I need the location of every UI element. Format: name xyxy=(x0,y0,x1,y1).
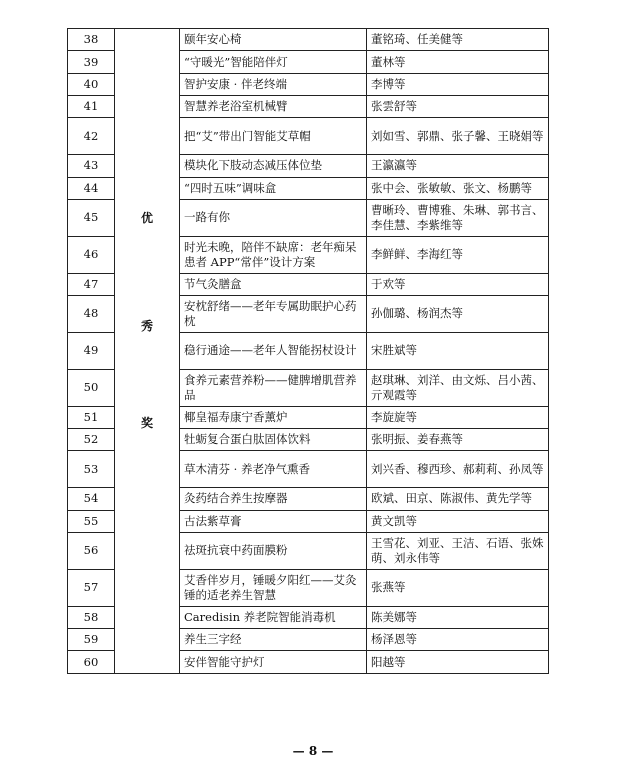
authors: 黄文凯等 xyxy=(367,510,549,532)
work-title: 古法紫草膏 xyxy=(180,510,367,532)
row-number: 38 xyxy=(68,29,115,51)
authors: 孙伽璐、杨润杰等 xyxy=(367,296,549,333)
row-number: 46 xyxy=(68,236,115,273)
work-title: 艾香伴岁月，锤暖夕阳红——艾灸锤的适老养生智慧 xyxy=(180,569,367,606)
work-title: 智慧养老浴室机械臂 xyxy=(180,96,367,118)
row-number: 41 xyxy=(68,96,115,118)
row-number: 56 xyxy=(68,532,115,569)
table-row xyxy=(68,29,549,51)
row-number: 53 xyxy=(68,451,115,488)
row-number: 59 xyxy=(68,629,115,651)
work-title: 安伴智能守护灯 xyxy=(180,651,367,674)
authors: 王雪花、刘亚、王洁、石语、张姝萌、刘永伟等 xyxy=(367,532,549,569)
work-title: 颐年安心椅 xyxy=(180,29,367,51)
authors: 赵琪琳、刘洋、由文烁、吕小茜、亓观霞等 xyxy=(367,369,549,406)
authors: 李鲜鲜、李海红等 xyxy=(367,236,549,273)
authors: 阳越等 xyxy=(367,651,549,674)
row-number: 45 xyxy=(68,199,115,236)
work-title: 祛斑抗衰中药面膜粉 xyxy=(180,532,367,569)
work-title: 时光未晚，陪伴不缺席：老年痴呆患者 APP“常伴”设计方案 xyxy=(180,236,367,273)
work-title: 稳行通途——老年人智能拐杖设计 xyxy=(180,332,367,369)
work-title: 把“艾”带出门智能艾草帽 xyxy=(180,118,367,155)
work-title: 牡蛎复合蛋白肽固体饮料 xyxy=(180,429,367,451)
authors: 张雲舒等 xyxy=(367,96,549,118)
row-number: 42 xyxy=(68,118,115,155)
authors: 李博等 xyxy=(367,73,549,95)
authors: 董林等 xyxy=(367,51,549,73)
award-category-char: 秀 xyxy=(140,319,153,333)
authors: 张中会、张敏敏、张文、杨鹏等 xyxy=(367,177,549,199)
row-number: 54 xyxy=(68,488,115,510)
work-title: 草木清芬 · 养老净气熏香 xyxy=(180,451,367,488)
authors: 张燕等 xyxy=(367,569,549,606)
row-number: 51 xyxy=(68,406,115,428)
authors: 李旋旋等 xyxy=(367,406,549,428)
row-number: 39 xyxy=(68,51,115,73)
work-title: 一路有你 xyxy=(180,199,367,236)
table-body xyxy=(68,29,549,674)
work-title: Caredisin 养老院智能消毒机 xyxy=(180,606,367,628)
work-title: 智护安康 · 伴老终端 xyxy=(180,73,367,95)
row-number: 52 xyxy=(68,429,115,451)
work-title: “四时五味”调味盒 xyxy=(180,177,367,199)
authors: 宋胜斌等 xyxy=(367,332,549,369)
row-number: 49 xyxy=(68,332,115,369)
authors: 董铭琦、任美健等 xyxy=(367,29,549,51)
row-number: 50 xyxy=(68,369,115,406)
authors: 于欢等 xyxy=(367,273,549,295)
row-number: 60 xyxy=(68,651,115,674)
awards-table xyxy=(67,28,549,674)
row-number: 43 xyxy=(68,155,115,177)
row-number: 55 xyxy=(68,510,115,532)
work-title: 食养元素营养粉——健脾增肌营养品 xyxy=(180,369,367,406)
page-number: — 8 — xyxy=(292,744,334,758)
award-category-cell xyxy=(115,29,180,674)
work-title: 养生三字经 xyxy=(180,629,367,651)
award-category-char: 奖 xyxy=(140,416,153,430)
authors: 杨泽恩等 xyxy=(367,629,549,651)
work-title: 椰皇福寿康宁香薰炉 xyxy=(180,406,367,428)
authors: 刘兴香、穆西珍、郝莉莉、孙凤等 xyxy=(367,451,549,488)
authors: 王瀛瀛等 xyxy=(367,155,549,177)
authors: 曹晰玲、曹博雅、朱琳、郭书言、李佳慧、李紫维等 xyxy=(367,199,549,236)
work-title: 节气灸膳盒 xyxy=(180,273,367,295)
work-title: 灸药结合养生按摩器 xyxy=(180,488,367,510)
row-number: 48 xyxy=(68,296,115,333)
work-title: 安枕舒绪——老年专属助眠护心药枕 xyxy=(180,296,367,333)
row-number: 44 xyxy=(68,177,115,199)
row-number: 58 xyxy=(68,606,115,628)
row-number: 40 xyxy=(68,73,115,95)
work-title: 模块化下肢动态减压体位垫 xyxy=(180,155,367,177)
authors: 陈美娜等 xyxy=(367,606,549,628)
row-number: 57 xyxy=(68,569,115,606)
authors: 刘如雪、郭鼎、张子馨、王晓娟等 xyxy=(367,118,549,155)
authors: 欧斌、田京、陈淑伟、黄先学等 xyxy=(367,488,549,510)
work-title: “守暖光”智能陪伴灯 xyxy=(180,51,367,73)
award-category-char: 优 xyxy=(140,211,153,225)
row-number: 47 xyxy=(68,273,115,295)
authors: 张明振、姜春燕等 xyxy=(367,429,549,451)
